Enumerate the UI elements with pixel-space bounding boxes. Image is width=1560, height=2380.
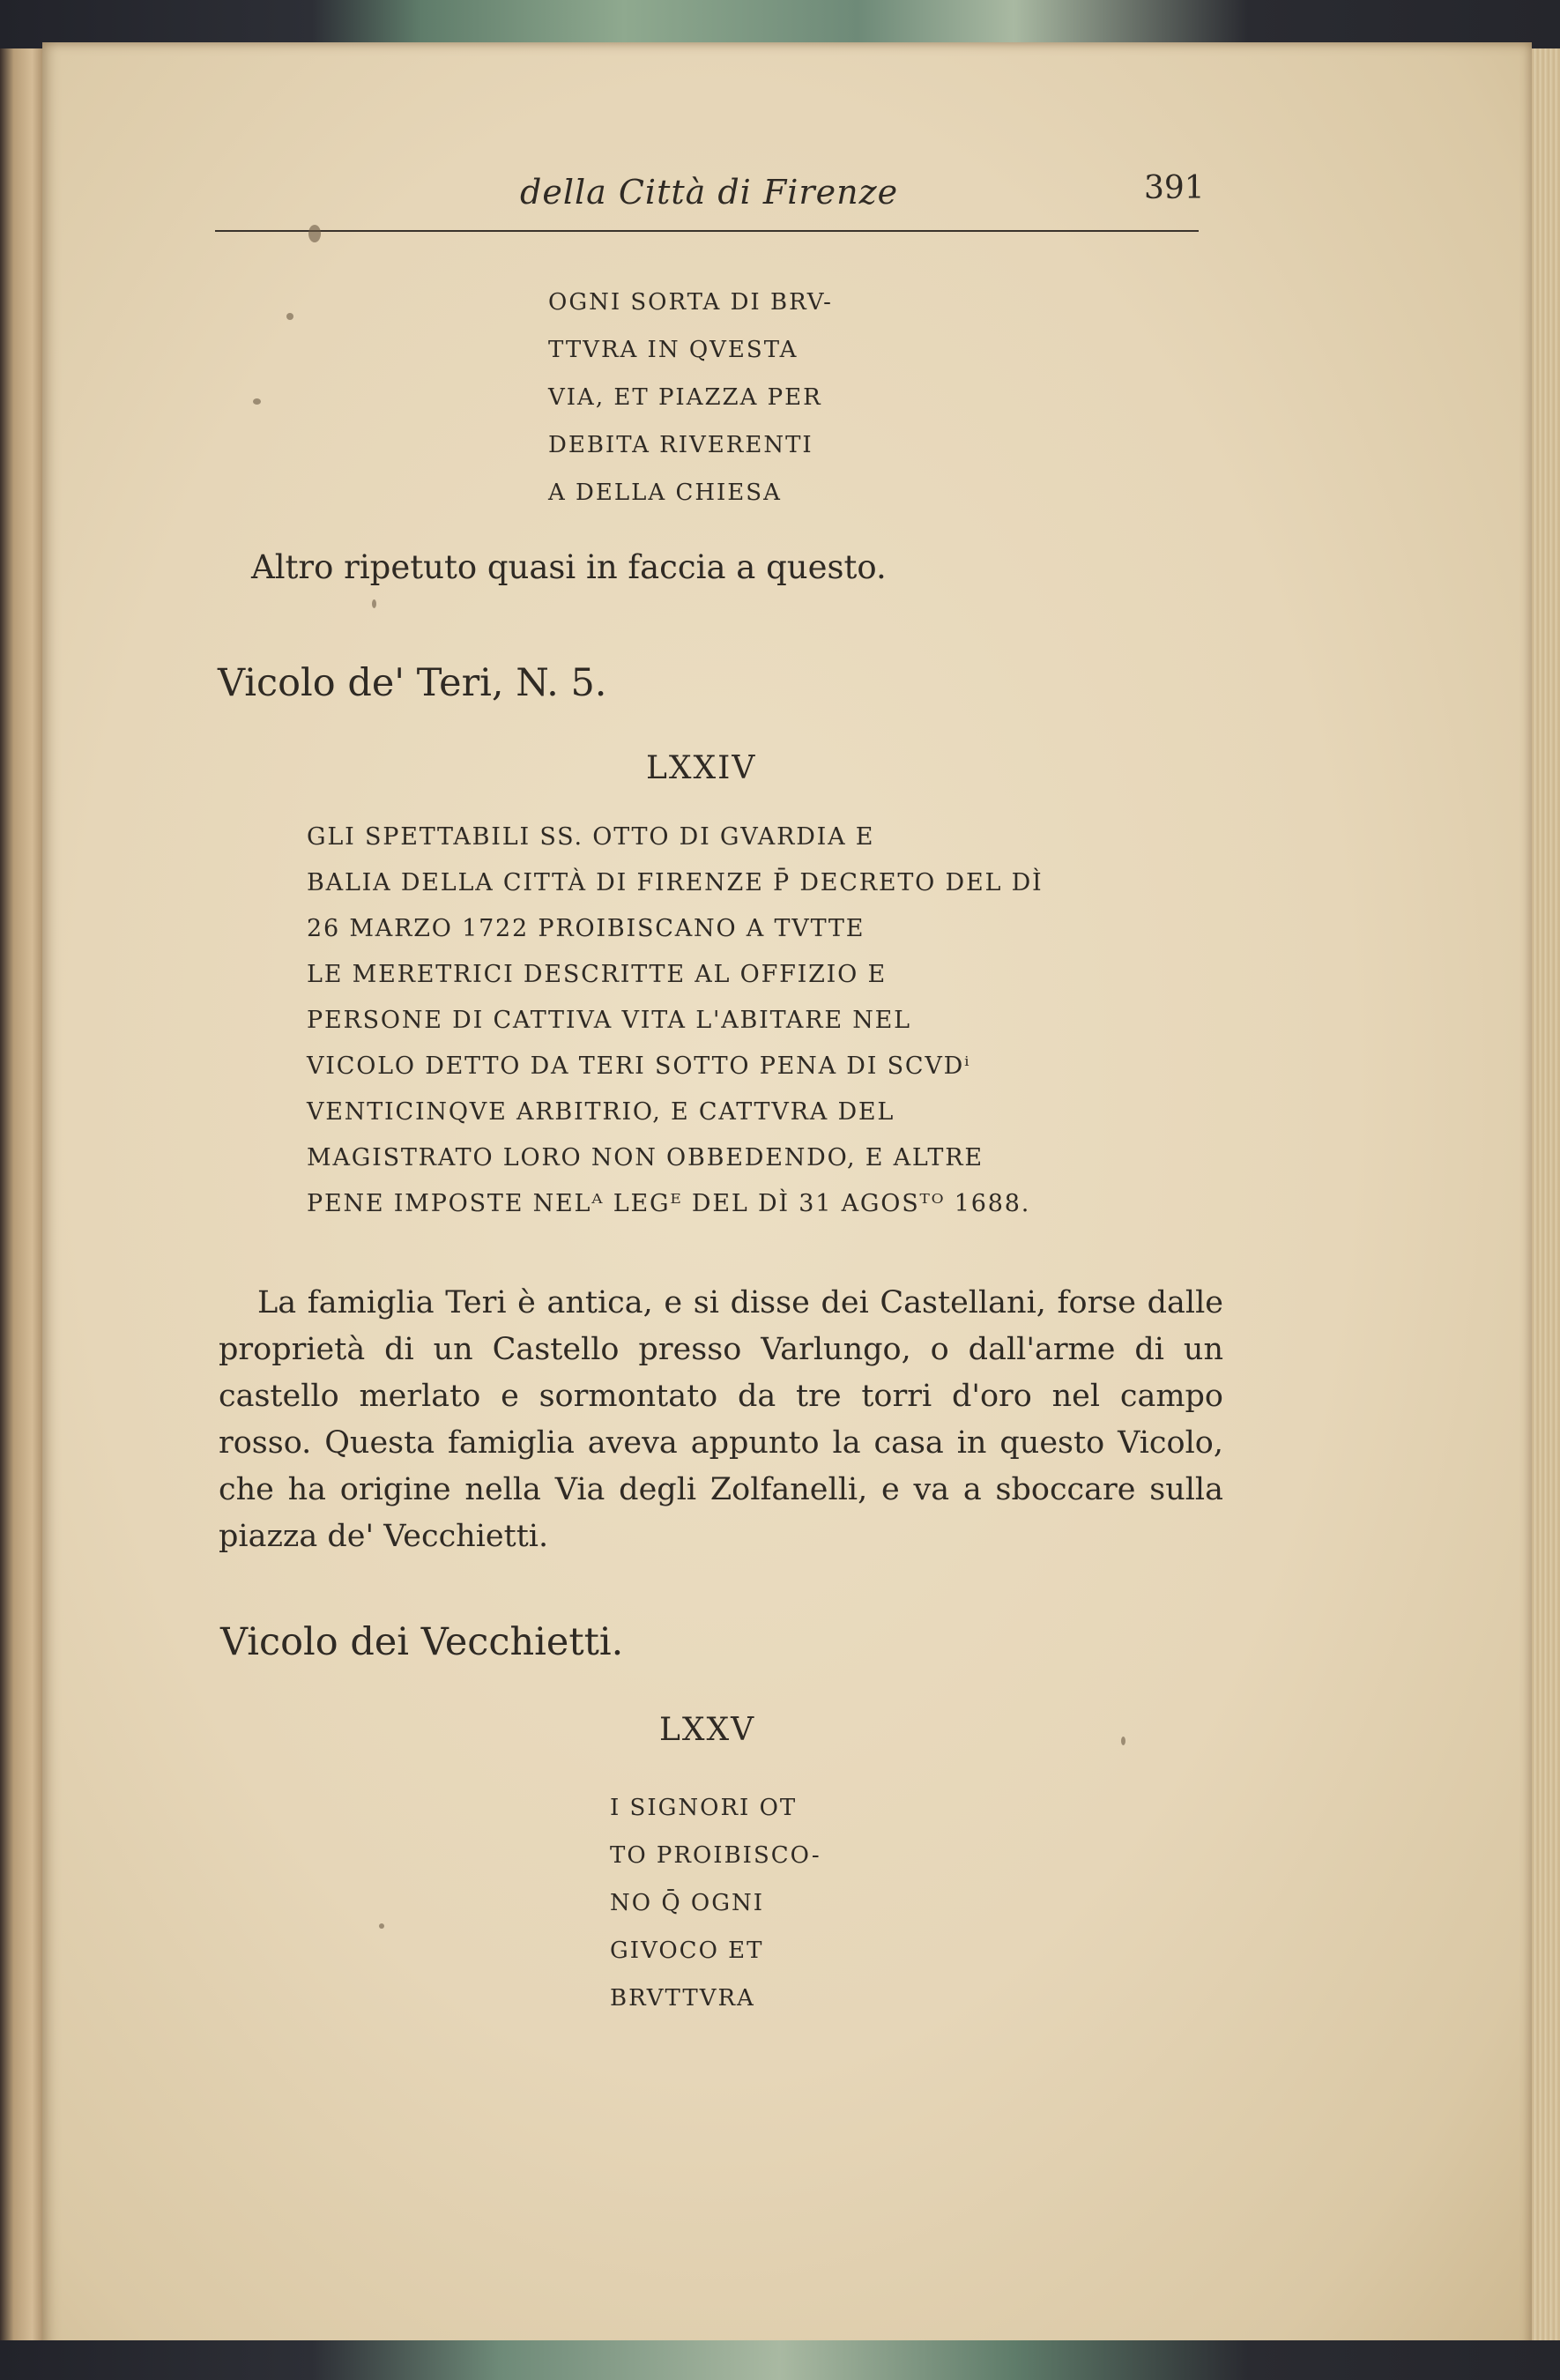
inscription-line: I SIGNORI OT	[610, 1795, 798, 1821]
paper-speck	[253, 398, 261, 405]
inscription-line: GLI SPETTABILI SS. OTTO DI GVARDIA E	[307, 823, 875, 851]
paper-speck	[286, 313, 293, 320]
paper-speck	[1121, 1737, 1125, 1745]
inscription-line: BRVTTVRA	[610, 1985, 755, 2012]
inscription-line: VENTICINQVE ARBITRIO, E CATTVRA DEL	[307, 1098, 895, 1126]
roman-numeral-lxxiv: LXXIV	[646, 750, 757, 786]
page-number: 391	[1144, 170, 1205, 206]
paper-speck	[379, 1923, 384, 1929]
inscription-line: GIVOCO ET	[610, 1937, 764, 1964]
inscription-line: DEBITA RIVERENTI	[548, 432, 813, 458]
inscription-line: NO Q̄ OGNI	[610, 1890, 765, 1916]
inscription-line: BALIA DELLA CITTÀ DI FIRENZE P̄ DECRETO DEL DÌ	[307, 869, 1044, 896]
inscription-line: PENE IMPOSTE NELᴬ LEGᴱ DEL DÌ 31 AGOSᵀᴼ 1688.	[307, 1190, 1031, 1217]
inscription-line: VIA, ET PIAZZA PER	[548, 384, 822, 411]
paper-speck	[308, 225, 321, 242]
paragraph-text: La famiglia Teri è antica, e si disse dei Castellani, forse dalle proprietà di un Castello presso Varlungo, o dall'arme di un castello merlato e sormontato da tre torri d'oro nel campo rosso. Questa famiglia aveva appunto la casa in questo Vicolo, che ha origine nella Via degli Zolfanelli, e va a sboccare sulla piazza de' Vecchietti.	[219, 1285, 1223, 1554]
inscription-line: VICOLO DETTO DA TERI SOTTO PENA DI SCVDⁱ	[307, 1052, 971, 1080]
inscription-block-1	[548, 279, 833, 517]
inscription-line: OGNI SORTA DI BRV-	[548, 289, 833, 316]
header-rule	[215, 230, 1199, 232]
inscription-line: MAGISTRATO LORO NON OBBEDENDO, E ALTRE	[307, 1144, 984, 1171]
section-heading-teri: Vicolo de' Teri, N. 5.	[218, 661, 607, 705]
inscription-line: TTVRA IN QVESTA	[548, 337, 799, 363]
roman-numeral-lxxv: LXXV	[659, 1712, 756, 1748]
section-heading-vecchietti: Vicolo dei Vecchietti.	[220, 1620, 624, 1664]
inscription-line: PERSONE DI CATTIVA VITA L'ABITARE NEL	[307, 1007, 911, 1034]
running-title: della Città di Firenze	[520, 173, 899, 212]
inscription-line: TO PROIBISCO-	[610, 1842, 821, 1869]
inscription-line: A DELLA CHIESA	[548, 480, 782, 506]
paper-speck	[372, 599, 376, 608]
inscription-line: 26 MARZO 1722 PROIBISCANO A TVTTE	[307, 915, 865, 942]
inscription-line: LE MERETRICI DESCRITTE AL OFFIZIO E	[307, 961, 887, 988]
body-paragraph	[219, 1280, 1223, 1560]
note-text: Altro ripetuto quasi in faccia a questo.	[251, 548, 887, 586]
inscription-block-vecchietti	[610, 1784, 821, 2022]
inscription-block-teri	[307, 814, 1043, 1227]
